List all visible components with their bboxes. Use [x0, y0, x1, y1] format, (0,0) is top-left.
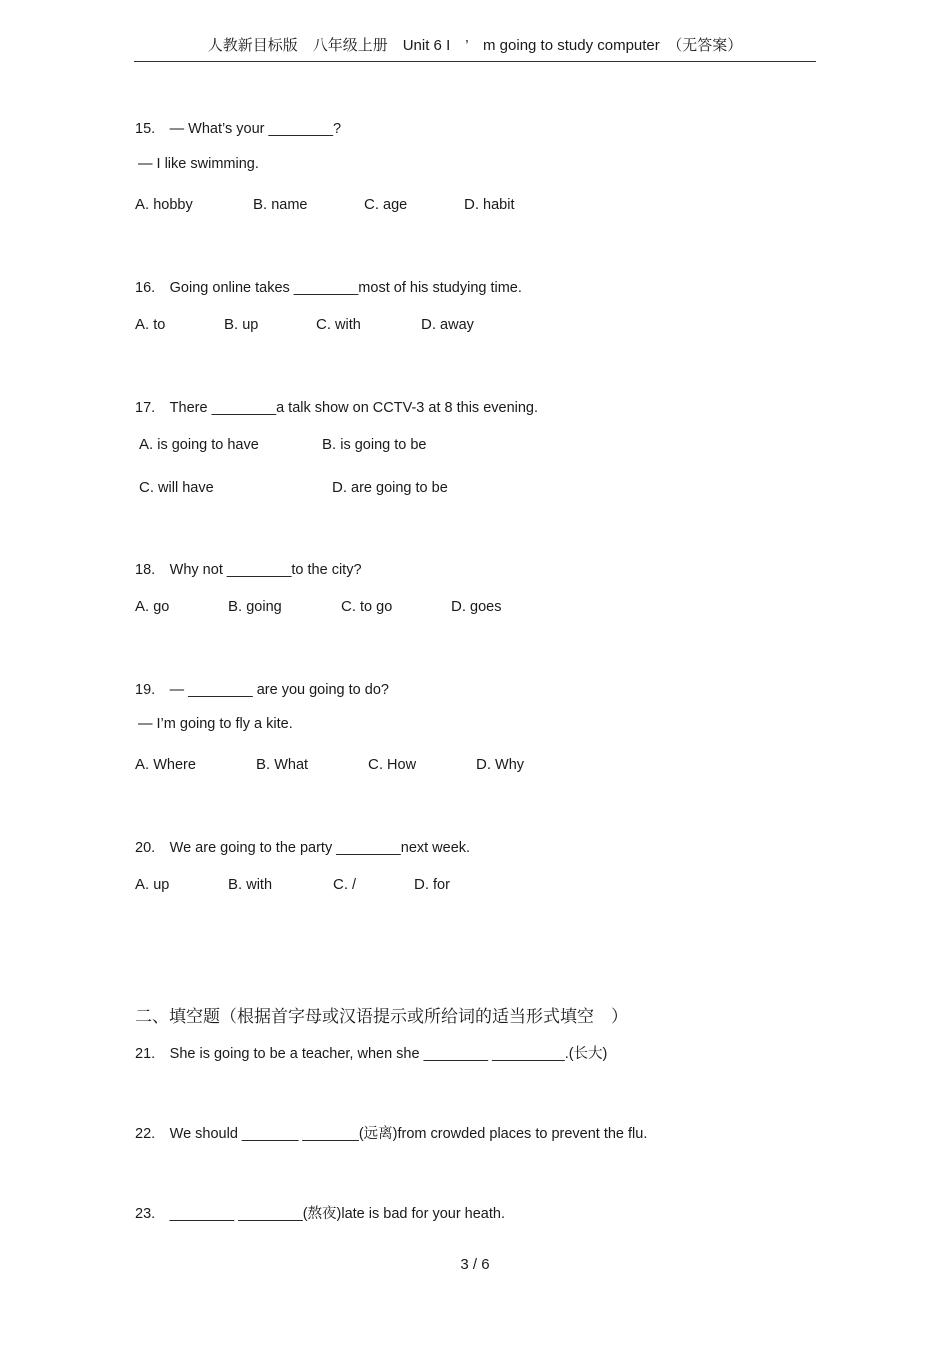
q16-option-a — [135, 316, 165, 333]
option-letter: D. — [414, 876, 429, 893]
q19-option-a — [135, 756, 196, 773]
option-text: with — [335, 317, 361, 333]
option-letter: A. — [135, 756, 150, 773]
q18-option-c — [341, 598, 392, 615]
q15-option-d — [464, 196, 514, 213]
page-header: 人教新目标版 八年级上册 Unit 6 I ’ m going to study computer （无答案） — [207, 37, 743, 54]
option-text: is going to have — [157, 437, 259, 453]
option-text: habit — [483, 197, 515, 213]
option-text: to — [153, 317, 166, 333]
option-text: will have — [158, 480, 214, 496]
option-text: goes — [470, 599, 502, 615]
option-letter: B. — [224, 316, 239, 333]
option-text: How — [387, 757, 417, 773]
q18-option-a — [135, 598, 169, 615]
question-15-stem: 15. — What’s your ________? — [135, 121, 342, 137]
q19-option-c — [368, 756, 416, 773]
question-23: 23. ________ ________(熬夜)late is bad for your heath. — [135, 1206, 505, 1222]
option-letter: C. — [139, 479, 154, 496]
question-19-stem: 19. — ________ are you going to do? — [135, 682, 389, 698]
option-text: age — [383, 197, 408, 213]
q20-option-b — [228, 876, 272, 893]
option-letter: A. — [135, 598, 150, 615]
question-18-stem: 18. Why not ________to the city? — [135, 562, 362, 578]
q20-option-c — [333, 876, 356, 893]
q18-option-b — [228, 598, 282, 615]
option-letter: D. — [464, 196, 479, 213]
option-letter: C. — [333, 876, 348, 893]
page-number: 3 / 6 — [460, 1256, 490, 1273]
option-text: Why — [495, 757, 525, 773]
option-text: go — [153, 599, 170, 615]
option-letter: B. — [256, 756, 271, 773]
option-text: away — [440, 317, 474, 333]
option-text: Where — [153, 757, 196, 773]
option-text: going — [246, 599, 282, 615]
option-text: hobby — [153, 197, 193, 213]
header-rule — [134, 61, 816, 62]
option-letter: C. — [364, 196, 379, 213]
option-letter: C. — [368, 756, 383, 773]
option-text: up — [242, 317, 259, 333]
question-17-stem: 17. There ________a talk show on CCTV-3 at 8 this evening. — [135, 400, 539, 416]
question-16-stem: 16. Going online takes ________most of his studying time. — [135, 280, 522, 296]
option-text: name — [271, 197, 308, 213]
q16-option-b — [224, 316, 258, 333]
option-text: up — [153, 877, 170, 893]
option-letter: A. — [135, 196, 150, 213]
option-letter: D. — [451, 598, 466, 615]
option-letter: B. — [253, 196, 268, 213]
question-19-reply: — I’m going to fly a kite. — [138, 716, 293, 732]
option-text: What — [274, 757, 309, 773]
option-text: is going to be — [340, 437, 427, 453]
option-text: with — [246, 877, 273, 893]
option-text: are going to be — [351, 480, 448, 496]
option-letter: B. — [228, 876, 243, 893]
option-text: to go — [360, 599, 393, 615]
option-letter: A. — [135, 316, 150, 333]
q17-option-c — [139, 479, 214, 496]
q17-option-a — [139, 436, 259, 453]
option-letter: D. — [332, 479, 347, 496]
q15-option-a — [135, 196, 193, 213]
option-letter: A. — [139, 436, 154, 453]
option-letter: A. — [135, 876, 150, 893]
question-22: 22. We should _______ _______(远离)from crowded places to prevent the flu. — [135, 1126, 648, 1142]
question-15-reply: — I like swimming. — [138, 156, 259, 172]
q15-option-b — [253, 196, 308, 213]
q18-option-d — [451, 598, 501, 615]
option-letter: D. — [421, 316, 436, 333]
option-text: for — [433, 877, 450, 893]
option-letter: D. — [476, 756, 491, 773]
q15-option-c — [364, 196, 407, 213]
option-letter: B. — [322, 436, 337, 453]
option-text: / — [352, 877, 357, 893]
q16-option-c — [316, 316, 361, 333]
question-21: 21. She is going to be a teacher, when she ________ _________.(长大) — [135, 1046, 608, 1062]
q17-option-b — [322, 436, 426, 453]
option-letter: B. — [228, 598, 243, 615]
option-letter: C. — [341, 598, 356, 615]
q19-option-b — [256, 756, 308, 773]
option-letter: C. — [316, 316, 331, 333]
q17-option-d — [332, 479, 448, 496]
section-2-title: 二、填空题（根据首字母或汉语提示或所给词的适当形式填空 ） — [135, 1007, 628, 1027]
q19-option-d — [476, 756, 524, 773]
q20-option-d — [414, 876, 450, 893]
question-20-stem: 20. We are going to the party ________next week. — [135, 840, 471, 856]
q20-option-a — [135, 876, 169, 893]
q16-option-d — [421, 316, 474, 333]
